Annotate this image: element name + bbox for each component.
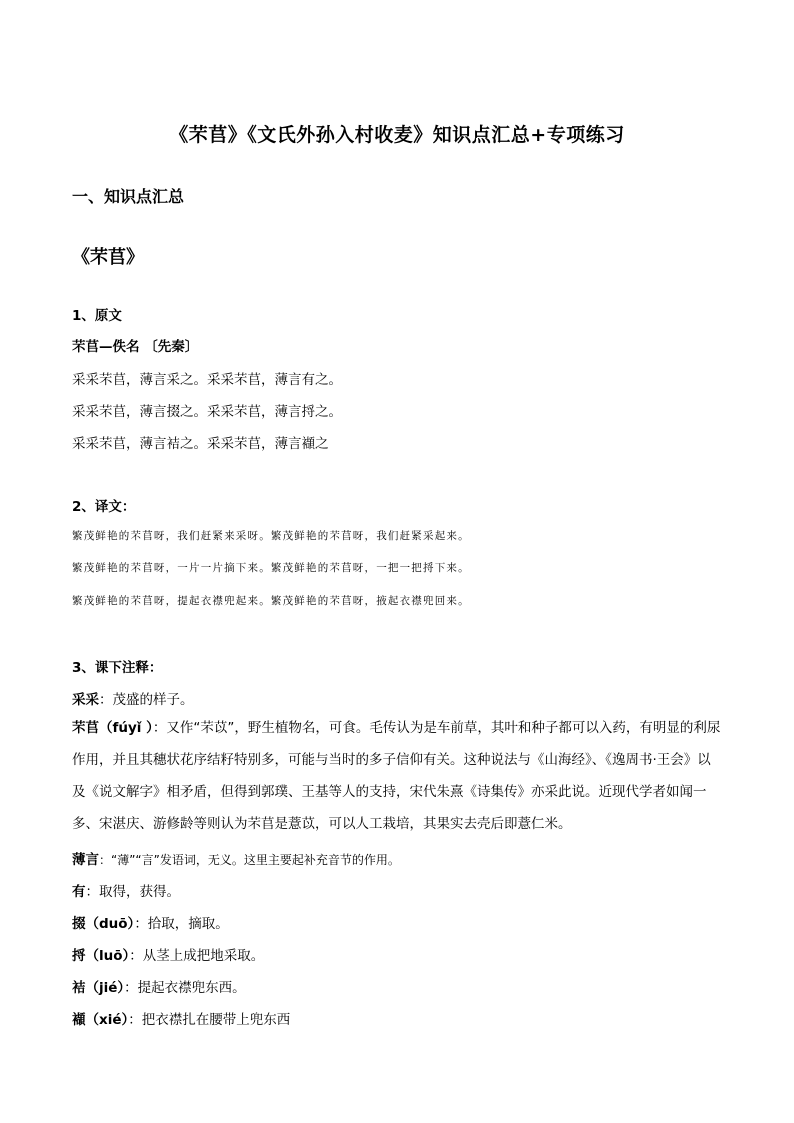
note-text: ：从茎上成把地采取。	[129, 948, 265, 964]
note-luo	[72, 944, 264, 964]
note-text: ：又作“芣苡”，野生植物名，可食。毛传认为是车前草，其叶和种子都可以入药，有明显的利尿作用，并且其穗状花序结籽特别多，可能与当时的多子信仰有关。这种说法与《山海经》、《逸周书·王会》以及《说文解字》相矛盾，但得到郭璞、王基等人的支持，宋代朱熹《诗集传》亦采此说。近现代学者如闻一多、宋湛庆、游修龄等则认为芣苢是薏苡，可以人工栽培，其果实去壳后即薏仁米。	[72, 720, 721, 832]
note-term: 芣苢（fúyǐ ）	[72, 720, 153, 736]
translation-line: 繁茂鲜艳的芣苢呀，提起衣襟兜起来。繁茂鲜艳的芣苢呀，掖起衣襟兜回来。	[72, 595, 470, 607]
poem-line: 采采芣苢，薄言掇之。采采芣苢，薄言捋之。	[72, 404, 342, 420]
note-term: 掇（duō）	[72, 916, 135, 932]
note-text: ：“薄”“言”发语词，无义。这里主要起补充音节的作用。	[99, 853, 400, 867]
note-term: 薄言	[72, 852, 99, 868]
poem-author-line: 芣苢—佚名 〔先秦〕	[72, 339, 199, 355]
note-term: 有	[72, 884, 86, 900]
section-heading-knowledge-summary: 一、知识点汇总	[72, 187, 185, 206]
note-term: 袺（jié）	[72, 980, 125, 996]
note-text: ：提起衣襟兜东西。	[124, 980, 246, 996]
note-text: ：茂盛的样子。	[99, 692, 194, 708]
note-jie	[72, 976, 246, 996]
note-boyan	[72, 848, 400, 868]
note-text: ：把衣襟扎在腰带上兜东西	[128, 1012, 291, 1028]
note-caicai	[72, 688, 194, 708]
note-you	[72, 880, 180, 900]
translation-heading: 2、译文：	[72, 499, 136, 515]
note-xie	[72, 1008, 290, 1028]
poem-heading: 《芣苢》	[72, 247, 144, 268]
note-term: 襭（xié）	[72, 1012, 129, 1028]
poem-line: 采采芣苢，薄言采之。采采芣苢，薄言有之。	[72, 372, 342, 388]
note-text: ：拾取，摘取。	[134, 916, 229, 932]
document-title: 《芣苢》《文氏外孙入村收麦》知识点汇总+专项练习	[169, 124, 625, 146]
note-term: 捋（luō）	[72, 948, 130, 964]
translation-line: 繁茂鲜艳的芣苢呀，一片一片摘下来。繁茂鲜艳的芣苢呀，一把一把捋下来。	[72, 562, 470, 574]
poem-line: 采采芣苢，薄言袺之。采采芣苢，薄言襭之	[72, 436, 329, 452]
translation-line: 繁茂鲜艳的芣苢呀，我们赶紧来采呀。繁茂鲜艳的芣苢呀，我们赶紧采起来。	[72, 530, 470, 542]
note-fuyi	[72, 712, 724, 840]
note-text: ：取得，获得。	[85, 884, 180, 900]
note-duo	[72, 912, 229, 932]
original-heading: 1、原文	[72, 308, 122, 324]
note-term: 采采	[72, 692, 99, 708]
notes-heading: 3、课下注释：	[72, 660, 163, 676]
